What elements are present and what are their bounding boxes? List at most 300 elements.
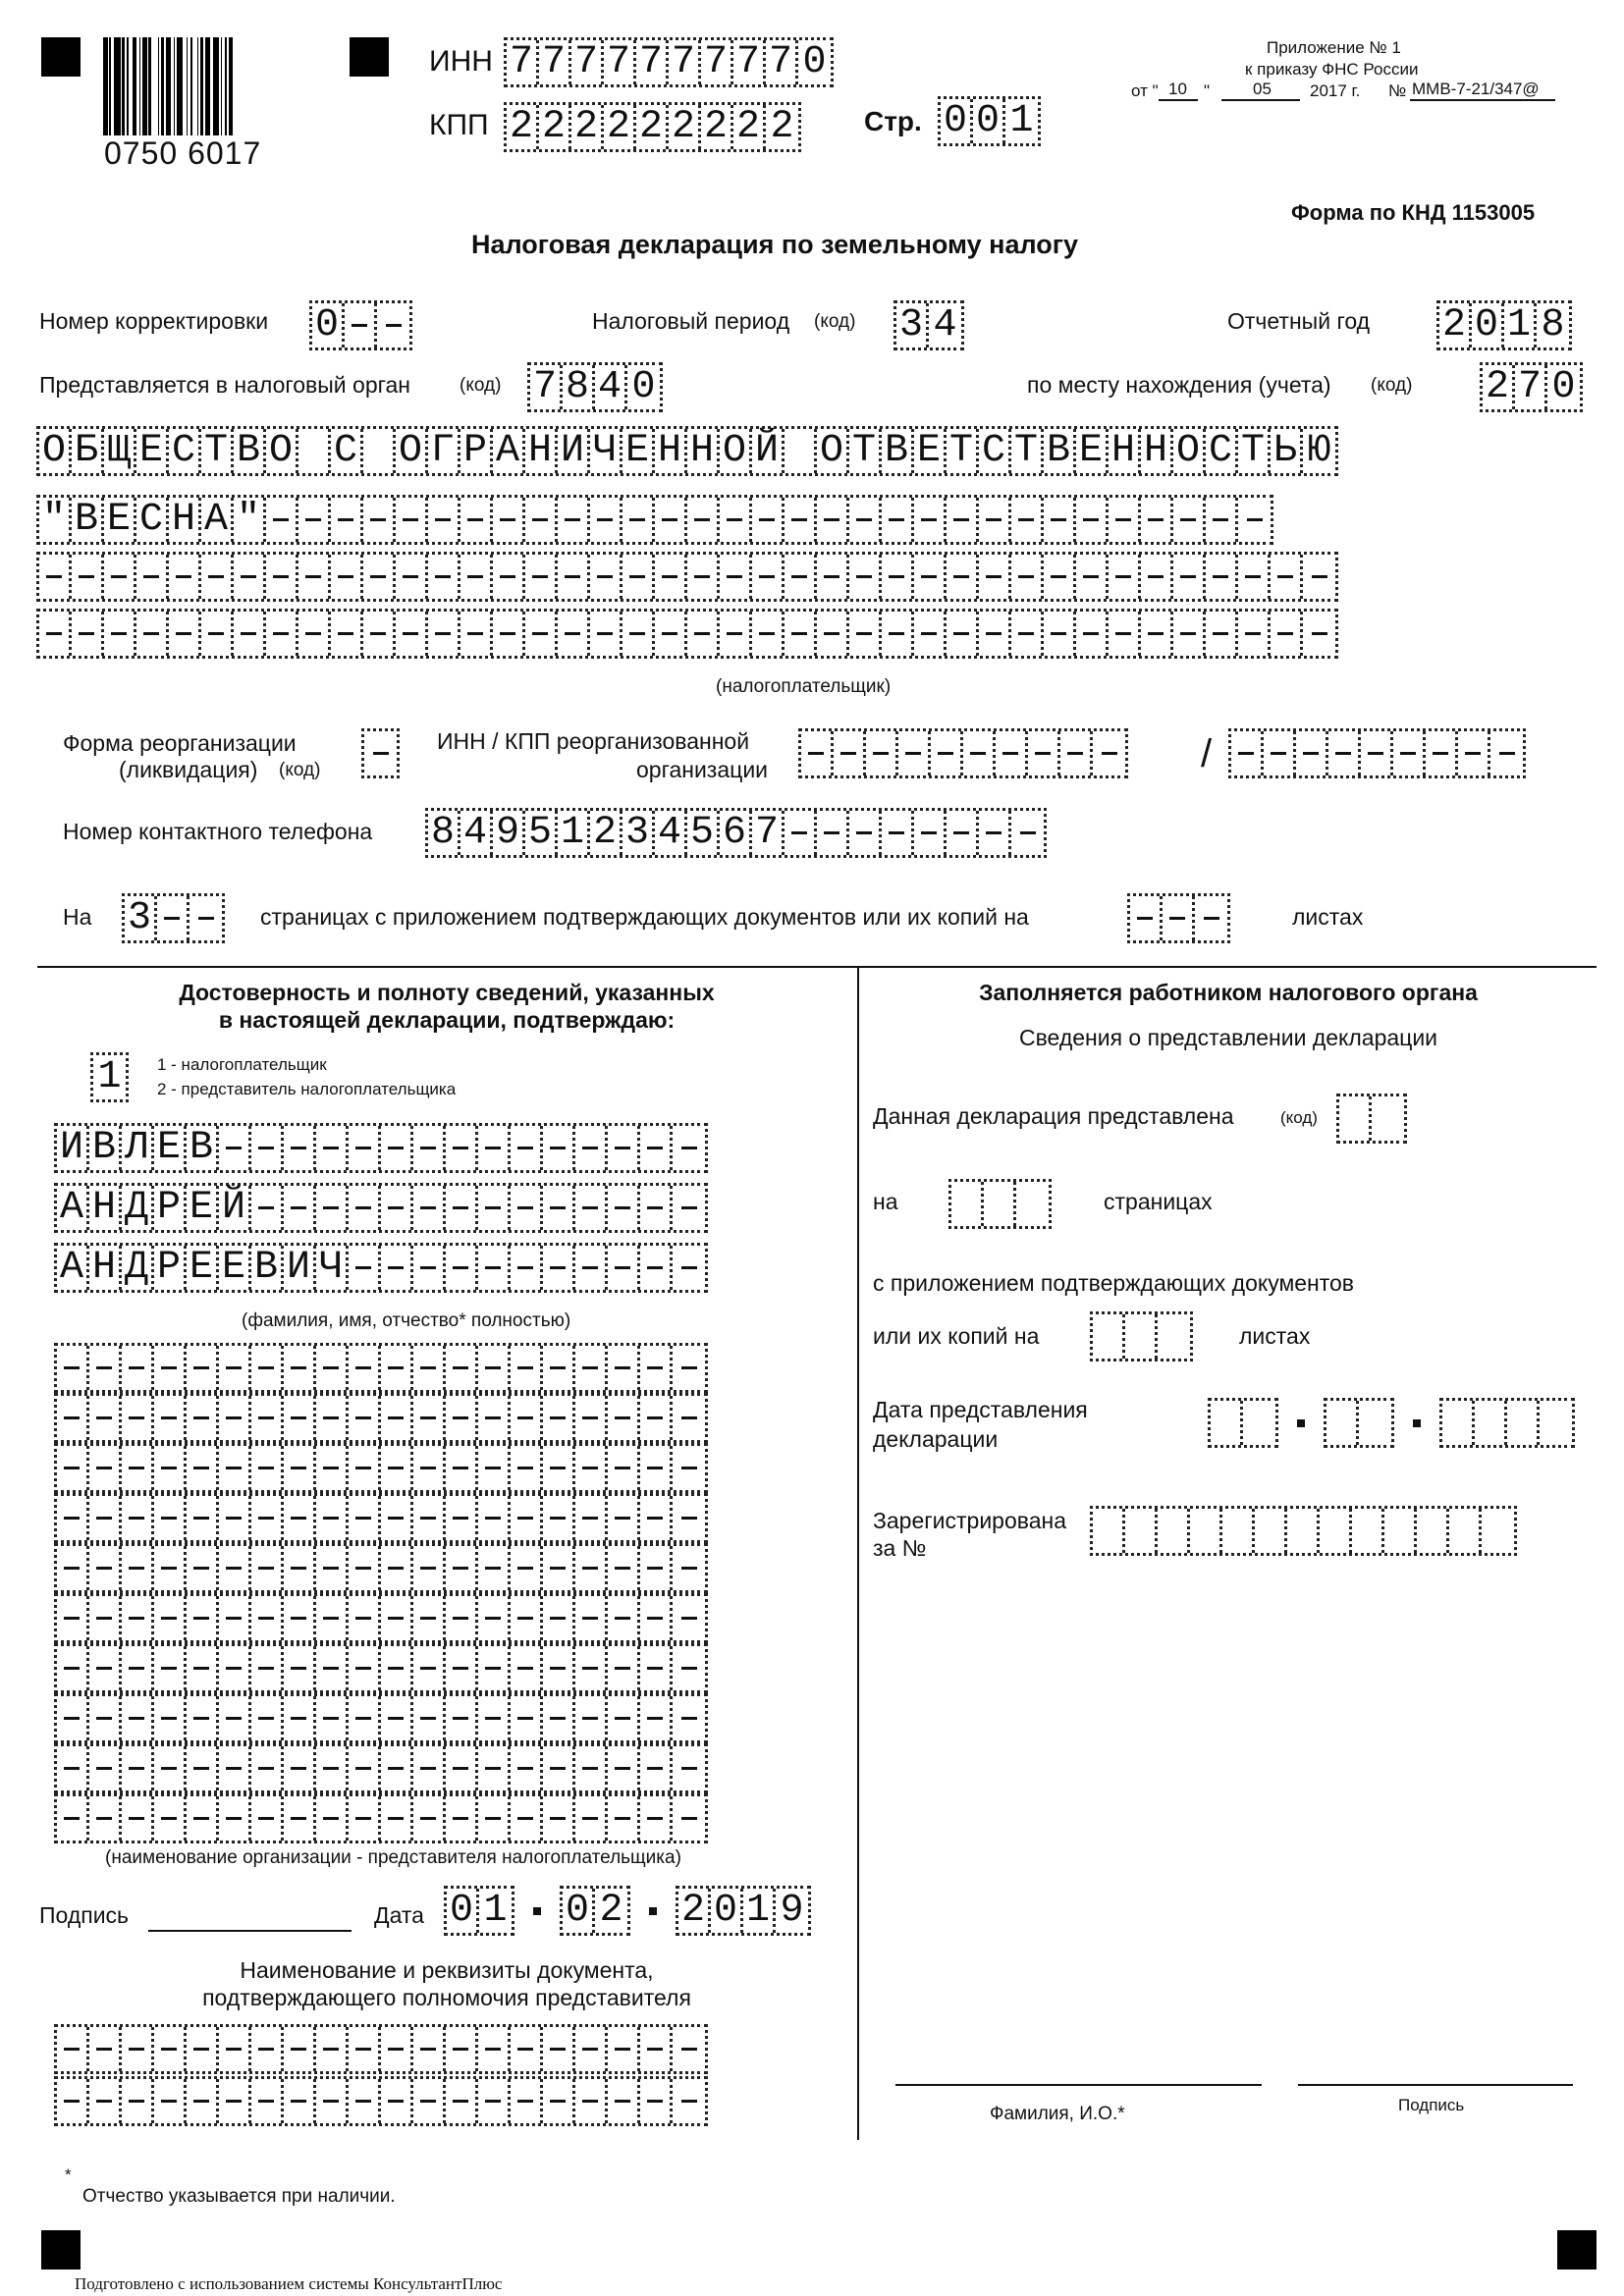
- form-cell: [446, 1246, 478, 1290]
- form-cell: [363, 612, 396, 656]
- form-cell: [396, 612, 428, 656]
- form-cell: [154, 1596, 187, 1640]
- form-cell: С: [1206, 429, 1238, 473]
- form-cell: [882, 555, 914, 599]
- form-cell: [316, 1546, 349, 1590]
- form-cell: [89, 1596, 122, 1640]
- form-cell: [266, 612, 298, 656]
- form-cell: [89, 1796, 122, 1841]
- location-code: (код): [1371, 375, 1413, 396]
- form-cell: С: [979, 429, 1011, 473]
- form-cell: [575, 1126, 608, 1170]
- form-cell: [608, 1746, 640, 1790]
- org-caption: (наименование организации - представителя налогоплательщика): [105, 1847, 681, 1868]
- form-cell: [187, 1596, 219, 1640]
- form-cell: [154, 2027, 187, 2071]
- form-cell: [1076, 612, 1109, 656]
- form-cell: 2: [599, 1888, 623, 1933]
- form-cell: [413, 1696, 446, 1740]
- form-cell: [1475, 1401, 1507, 1445]
- form-cell: [623, 498, 655, 542]
- form-cell: [640, 1546, 673, 1590]
- form-cell: [136, 555, 169, 599]
- form-cell: [89, 1446, 122, 1490]
- form-cell: 3: [125, 896, 157, 940]
- form-cell: [316, 1646, 349, 1690]
- form-cell: 1: [1504, 303, 1537, 347]
- form-cell: [543, 2079, 575, 2123]
- form-cell: Р: [154, 1246, 187, 1290]
- form-cell: [785, 612, 817, 656]
- form-cell: [122, 1346, 154, 1390]
- form-cell: [154, 1446, 187, 1490]
- right-signature-line: [1298, 2084, 1573, 2086]
- form-cell: [187, 1696, 219, 1740]
- form-cell: [640, 1796, 673, 1841]
- form-cell: [947, 612, 979, 656]
- form-cell: [543, 1126, 575, 1170]
- form-cell: [396, 498, 428, 542]
- form-cell: [575, 1546, 608, 1590]
- form-cell: [446, 1126, 478, 1170]
- form-cell: [381, 2027, 413, 2071]
- form-cell: [1238, 555, 1271, 599]
- form-cell: [640, 1346, 673, 1390]
- form-cell: [154, 1396, 187, 1440]
- form-cell: [89, 2027, 122, 2071]
- org-row: [54, 1443, 708, 1493]
- form-cell: [511, 1546, 543, 1590]
- form-cell: [446, 1546, 478, 1590]
- form-cell: [785, 555, 817, 599]
- year-label: Отчетный год: [1227, 308, 1371, 334]
- form-cell: [57, 1646, 89, 1690]
- taxpayer-row-2: [36, 495, 1273, 545]
- form-cell: [655, 612, 687, 656]
- form-cell: [316, 1126, 349, 1170]
- form-cell: [478, 1446, 511, 1490]
- form-cell: [640, 1746, 673, 1790]
- barcode: [103, 37, 327, 135]
- form-cell: [446, 1796, 478, 1841]
- appendix-day: 10: [1168, 80, 1187, 98]
- form-cell: [640, 1696, 673, 1740]
- form-cell: [251, 1186, 284, 1230]
- form-cell: [493, 498, 525, 542]
- form-cell: А: [57, 1186, 89, 1230]
- form-cell: Д: [122, 1246, 154, 1290]
- date-year-cells: [676, 1886, 811, 1936]
- form-cell: [57, 1746, 89, 1790]
- form-cell: [413, 1796, 446, 1841]
- form-cell: 8: [563, 365, 595, 409]
- form-cell: [1426, 731, 1458, 775]
- form-cell: [251, 1496, 284, 1540]
- right-date-year-cells: [1439, 1398, 1575, 1448]
- submitted-cells: [1336, 1094, 1407, 1144]
- form-cell: [673, 1696, 705, 1740]
- form-cell: 0: [973, 99, 1005, 143]
- form-cell: [413, 2027, 446, 2071]
- form-cell: [914, 555, 947, 599]
- form-cell: [1222, 1509, 1255, 1553]
- form-cell: [219, 1396, 251, 1440]
- date-month-cells: [560, 1886, 630, 1936]
- form-cell: 2: [733, 105, 766, 149]
- form-cell: [446, 1696, 478, 1740]
- form-cell: [381, 2079, 413, 2123]
- form-cell: 3: [896, 303, 929, 347]
- form-code: Форма по КНД 1153005: [1291, 200, 1536, 225]
- form-cell: [1206, 612, 1238, 656]
- form-cell: [381, 1746, 413, 1790]
- form-cell: [673, 1186, 705, 1230]
- form-cell: [817, 498, 849, 542]
- form-cell: [673, 2079, 705, 2123]
- form-cell: [349, 2027, 381, 2071]
- form-cell: [543, 1346, 575, 1390]
- form-cell: В: [72, 498, 104, 542]
- appendix-day-underline: [1159, 99, 1198, 101]
- signer-option-1: 1 - налогоплательщик: [157, 1055, 327, 1074]
- form-cell: 1: [483, 1888, 508, 1933]
- barcode-number: 0750 6017: [104, 135, 262, 171]
- form-cell: [984, 1182, 1016, 1226]
- form-cell: [251, 1696, 284, 1740]
- footnote-text: Отчество указывается при наличии.: [82, 2186, 396, 2207]
- location-cells: [1480, 362, 1583, 412]
- form-cell: [284, 1546, 316, 1590]
- form-cell: [801, 731, 834, 775]
- year-cells: [1436, 300, 1572, 350]
- form-cell: [575, 1346, 608, 1390]
- form-cell: [575, 1796, 608, 1841]
- form-cell: [1449, 1509, 1482, 1553]
- form-cell: [543, 1796, 575, 1841]
- form-cell: [154, 1496, 187, 1540]
- prepared-with-text: Подготовлено с использованием системы КонсультантПлюс: [75, 2274, 503, 2293]
- right-date-separator-1: [1284, 1398, 1317, 1448]
- form-cell: [608, 1496, 640, 1540]
- form-cell: [1271, 612, 1303, 656]
- form-cell: [1400, 1398, 1433, 1448]
- form-cell: [608, 1346, 640, 1390]
- form-cell: [608, 1646, 640, 1690]
- form-cell: [1076, 555, 1109, 599]
- form-cell: В: [882, 429, 914, 473]
- form-cell: [72, 555, 104, 599]
- registered-label: Зарегистрирована: [873, 1508, 1067, 1533]
- form-cell: [575, 1396, 608, 1440]
- form-cell: 7: [539, 40, 571, 84]
- form-cell: [57, 1546, 89, 1590]
- form-cell: [316, 1746, 349, 1790]
- form-cell: 0: [1472, 303, 1504, 347]
- form-cell: [1359, 1401, 1391, 1445]
- form-cell: [349, 1446, 381, 1490]
- form-cell: [446, 1446, 478, 1490]
- form-cell: [381, 1186, 413, 1230]
- form-cell: [316, 1596, 349, 1640]
- org-row: [54, 1593, 708, 1643]
- form-cell: Д: [122, 1186, 154, 1230]
- form-cell: [979, 811, 1011, 855]
- form-cell: [460, 612, 493, 656]
- appendix-from: от ": [1131, 81, 1159, 100]
- form-cell: [608, 2027, 640, 2071]
- form-cell: [673, 1546, 705, 1590]
- form-cell: [187, 1346, 219, 1390]
- barcode-bar: [233, 37, 236, 135]
- form-cell: [381, 1496, 413, 1540]
- form-cell: [525, 555, 558, 599]
- form-cell: Т: [1011, 429, 1044, 473]
- form-cell: [1011, 498, 1044, 542]
- form-cell: Т: [849, 429, 882, 473]
- form-cell: [284, 2027, 316, 2071]
- form-cell: [478, 1546, 511, 1590]
- form-cell: [785, 811, 817, 855]
- sheets-label: листах: [1292, 904, 1364, 930]
- form-cell: [882, 498, 914, 542]
- form-cell: [478, 1246, 511, 1290]
- form-cell: [413, 1646, 446, 1690]
- form-cell: [57, 1396, 89, 1440]
- form-cell: [349, 1126, 381, 1170]
- form-cell: [608, 1246, 640, 1290]
- form-cell: [381, 1796, 413, 1841]
- form-cell: [316, 1496, 349, 1540]
- form-cell: [687, 612, 720, 656]
- form-cell: [511, 1696, 543, 1740]
- form-cell: 2: [701, 105, 733, 149]
- form-cell: [187, 1496, 219, 1540]
- name-row-3: [54, 1243, 708, 1293]
- form-cell: 1: [558, 811, 590, 855]
- form-cell: Е: [187, 1186, 219, 1230]
- form-cell: [1255, 1509, 1287, 1553]
- form-cell: [446, 2027, 478, 2071]
- appendix-order: к приказу ФНС России: [1245, 60, 1419, 79]
- period-label: Налоговый период: [592, 308, 790, 334]
- form-cell: Е: [914, 429, 947, 473]
- form-cell: 0: [447, 1889, 479, 1933]
- form-cell: [640, 1446, 673, 1490]
- form-cell: [187, 1446, 219, 1490]
- form-cell: 0: [941, 99, 973, 143]
- form-cell: [446, 2079, 478, 2123]
- form-cell: [882, 811, 914, 855]
- form-cell: [1011, 811, 1044, 855]
- form-cell: [575, 2079, 608, 2123]
- form-cell: [1158, 1509, 1190, 1553]
- form-cell: [446, 1596, 478, 1640]
- surname-label: Фамилия, И.О.*: [990, 2104, 1125, 2124]
- form-cell: [219, 2027, 251, 2071]
- form-cell: [575, 1646, 608, 1690]
- form-cell: [122, 1496, 154, 1540]
- form-cell: [219, 1796, 251, 1841]
- form-cell: [413, 1126, 446, 1170]
- form-cell: [720, 612, 752, 656]
- form-cell: [284, 1746, 316, 1790]
- form-cell: [511, 1446, 543, 1490]
- date-label: Дата: [374, 1902, 424, 1928]
- form-cell: [284, 2079, 316, 2123]
- form-cell: [1093, 1314, 1125, 1359]
- org-row: [54, 1393, 708, 1443]
- form-cell: [331, 555, 363, 599]
- form-cell: [136, 612, 169, 656]
- form-cell: [1044, 498, 1076, 542]
- form-cell: Е: [623, 429, 655, 473]
- form-cell: Е: [136, 429, 169, 473]
- form-cell: [89, 1346, 122, 1390]
- form-cell: 2: [1483, 365, 1515, 409]
- form-cell: 2: [669, 105, 701, 149]
- form-cell: [590, 555, 623, 599]
- form-cell: [1339, 1096, 1372, 1141]
- appendix-year: 2017 г.: [1310, 81, 1361, 100]
- form-cell: [1384, 1509, 1417, 1553]
- form-cell: 7: [507, 40, 539, 84]
- form-cell: [511, 2027, 543, 2071]
- taxpayer-row-3: [36, 552, 1338, 602]
- form-cell: [349, 1546, 381, 1590]
- form-cell: [558, 555, 590, 599]
- form-cell: 1: [743, 1889, 776, 1933]
- form-cell: [316, 1396, 349, 1440]
- form-cell: [1109, 555, 1141, 599]
- form-cell: [623, 555, 655, 599]
- form-cell: [817, 811, 849, 855]
- form-cell: [154, 1346, 187, 1390]
- form-cell: [72, 612, 104, 656]
- form-cell: [104, 555, 136, 599]
- authority-label: Представляется в налоговый орган: [39, 372, 411, 398]
- form-cell: [57, 1446, 89, 1490]
- form-cell: 2: [571, 105, 604, 149]
- form-cell: 4: [460, 811, 493, 855]
- form-cell: [543, 1496, 575, 1540]
- inn-cells: [504, 37, 834, 87]
- form-cell: [1044, 555, 1076, 599]
- form-cell: В: [89, 1126, 122, 1170]
- form-cell: [1173, 498, 1206, 542]
- right-pages-label: страницах: [1104, 1189, 1213, 1214]
- doc-heading-1: Наименование и реквизиты документа,: [240, 1957, 654, 1983]
- form-cell: [381, 1126, 413, 1170]
- form-cell: 0: [563, 1889, 595, 1933]
- form-cell: 5: [525, 811, 558, 855]
- horizontal-divider: [37, 966, 1597, 968]
- correction-cells: [309, 300, 412, 350]
- form-cell: 7: [604, 40, 636, 84]
- form-cell: О: [266, 429, 298, 473]
- form-cell: [752, 555, 785, 599]
- form-cell: [104, 612, 136, 656]
- form-cell: [316, 1346, 349, 1390]
- form-cell: [575, 1746, 608, 1790]
- form-cell: [381, 1446, 413, 1490]
- form-cell: [234, 612, 266, 656]
- form-cell: [446, 1346, 478, 1390]
- form-cell: [349, 1696, 381, 1740]
- form-cell: [720, 555, 752, 599]
- form-cell: [57, 2079, 89, 2123]
- form-cell: [57, 2027, 89, 2071]
- form-cell: 7: [530, 365, 563, 409]
- form-cell: [608, 1446, 640, 1490]
- form-cell: [947, 555, 979, 599]
- form-cell: [122, 1696, 154, 1740]
- form-cell: [1296, 731, 1328, 775]
- appendix-month-underline: [1221, 99, 1300, 101]
- form-cell: [219, 1126, 251, 1170]
- form-cell: [154, 1746, 187, 1790]
- form-cell: [785, 429, 817, 473]
- form-cell: [1028, 731, 1060, 775]
- form-cell: [1238, 612, 1271, 656]
- signature-line[interactable]: [148, 1930, 352, 1932]
- form-cell: [349, 1186, 381, 1230]
- right-date-month-cells: [1324, 1398, 1394, 1448]
- form-cell: [590, 612, 623, 656]
- form-cell: [122, 2079, 154, 2123]
- form-cell: Е: [187, 1246, 219, 1290]
- form-cell: [298, 498, 331, 542]
- form-cell: [849, 811, 882, 855]
- form-cell: [478, 1696, 511, 1740]
- period-cells: [893, 300, 964, 350]
- form-cell: 8: [428, 811, 460, 855]
- form-cell: 4: [933, 302, 957, 347]
- form-cell: [996, 731, 1028, 775]
- form-cell: [219, 2079, 251, 2123]
- form-cell: [640, 1246, 673, 1290]
- form-cell: [1190, 1509, 1222, 1553]
- form-cell: Л: [122, 1126, 154, 1170]
- form-cell: [122, 1746, 154, 1790]
- form-cell: [608, 1596, 640, 1640]
- form-cell: [349, 1646, 381, 1690]
- form-cell: А: [57, 1246, 89, 1290]
- form-cell: [460, 555, 493, 599]
- form-cell: [284, 1596, 316, 1640]
- form-cell: Т: [201, 429, 234, 473]
- form-cell: [478, 1126, 511, 1170]
- right-subheading: Сведения о представлении декларации: [1018, 1025, 1438, 1050]
- form-cell: [57, 1596, 89, 1640]
- form-cell: В: [251, 1246, 284, 1290]
- form-cell: 7: [669, 40, 701, 84]
- form-cell: [914, 498, 947, 542]
- location-label: по месту нахождения (учета): [1027, 372, 1331, 398]
- form-cell: [284, 1126, 316, 1170]
- reorg-kpp-cells: [1228, 728, 1526, 778]
- form-cell: [575, 1446, 608, 1490]
- form-cell: 4: [655, 811, 687, 855]
- form-cell: И: [57, 1126, 89, 1170]
- date-day-cells: [444, 1886, 514, 1936]
- form-cell: Ь: [1271, 429, 1303, 473]
- taxpayer-caption: (налогоплательщик): [716, 676, 892, 697]
- form-cell: [947, 498, 979, 542]
- form-cell: [543, 1746, 575, 1790]
- form-cell: [169, 555, 201, 599]
- form-cell: [428, 498, 460, 542]
- page-label: Стр.: [864, 106, 922, 136]
